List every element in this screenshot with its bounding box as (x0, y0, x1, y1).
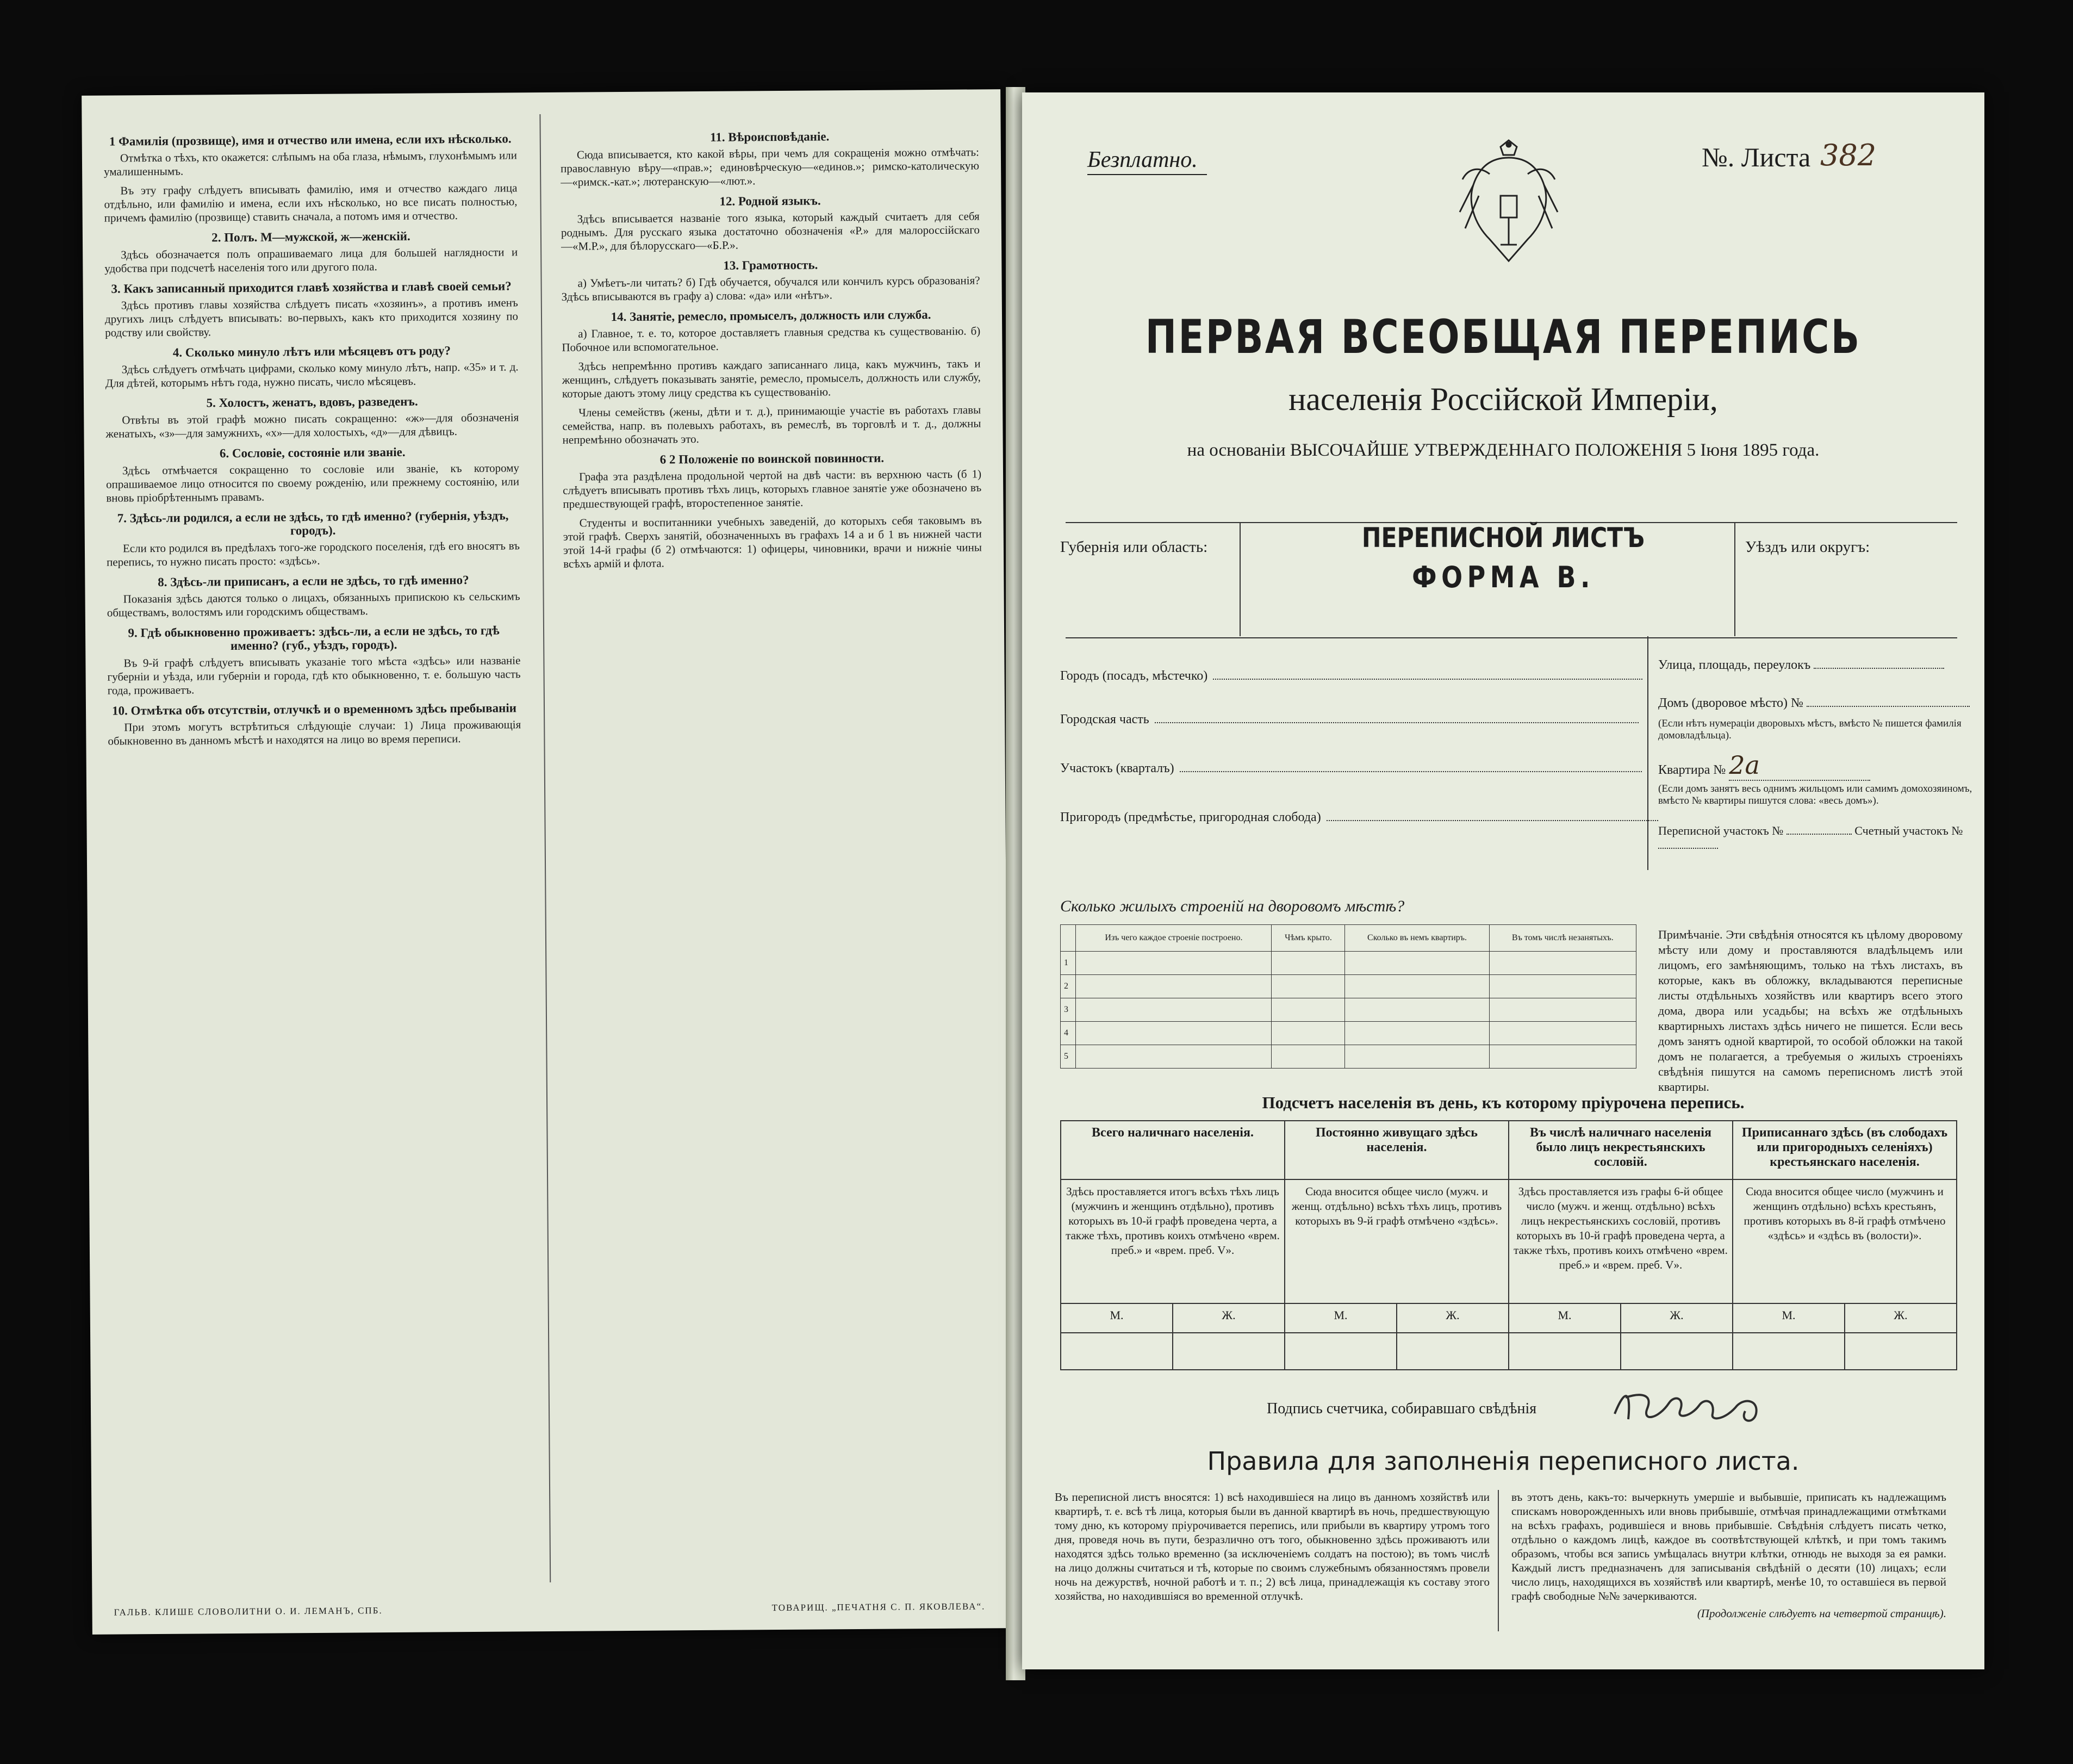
buildings-row (1061, 975, 1636, 998)
rules-column-b (1511, 1490, 1946, 1620)
buildings-cell[interactable] (1076, 975, 1272, 998)
count-district-label: Счетный участокъ № (1854, 824, 1963, 837)
column-b-section-text: а) Главное, т. е. то, которое доставляетъ главныя средства къ существованію. б) Побочное или вспомогательное. (562, 324, 981, 354)
buildings-row (1061, 952, 1636, 975)
buildings-header: Въ томъ числѣ незанятыхъ. (1489, 925, 1636, 952)
right-page (1022, 92, 1984, 1669)
buildings-row-number: 4 (1061, 1022, 1076, 1045)
count-description: Сюда вносится общее число (мужчинъ и женщинъ отдѣльно) всѣхъ крестьянъ, противъ которыхъ въ 8-й графѣ отмѣчено «здѣсь» и «здѣсь въ (волости)». (1733, 1179, 1957, 1303)
column-b-section-text: Здѣсь непремѣнно противъ каждаго записаннаго лица, какъ мужчинъ, такъ и женщинъ, слѣдуетъ показывать занятіе, ремесло, промыселъ, должность или службу, которые даютъ этому лицу средства къ существованію. (562, 357, 981, 400)
count-header: Постоянно живущаго здѣсь населенія. (1285, 1121, 1509, 1179)
count-header: Всего наличнаго населенія. (1061, 1121, 1285, 1179)
column-divider (539, 114, 551, 1582)
column-b-section-text: Здѣсь вписывается названіе того языка, который каждый считаетъ для себя роднымъ. Для русскаго языка достаточно обозначенія «Р.» для малороссійскаго—«М.Р.», для бѣлорусскаго—«Б.Р.». (561, 209, 980, 253)
instructions-column-b (561, 122, 982, 576)
apartment-label: Квартира № (1658, 763, 1726, 777)
buildings-cell[interactable] (1489, 998, 1636, 1022)
column-a-section-heading: 6. Сословіе, состояніе или званіе. (219, 445, 406, 461)
column-a-section-text: Отмѣтка о тѣхъ, кто окажется: слѣпымъ на оба глаза, нѣмымъ, глухонѣмымъ или умалишеннымъ. (104, 148, 518, 178)
column-a-section-text: Отвѣты въ этой графѣ можно писать сокращенно: «ж»—для обозначенія женатыхъ, «з»—для замужнихъ, «х»—для холостыхъ, «д»—для дѣвицъ. (105, 411, 519, 440)
count-female-label: Ж. (1845, 1303, 1957, 1333)
buildings-cell[interactable] (1489, 975, 1636, 998)
street-label: Улица, площадь, переулокъ (1658, 658, 1811, 672)
buildings-cell[interactable] (1345, 952, 1489, 975)
house-note: (Если нѣтъ нумераціи дворовыхъ мѣстъ, вмѣсто № пишется фамилія домовладѣльца). (1658, 718, 1962, 741)
column-b-section-heading: 11. Вѣроисповѣданіе. (709, 129, 830, 144)
continued-note: (Продолженіе слѣдуетъ на четвертой страницѣ). (1697, 1607, 1946, 1620)
column-a-section-text: Здѣсь отмѣчается сокращенно то сословіе или званіе, къ которому опрашиваемое лицо относится по своему рожденію, или прежнему состоянію, или вновь пріобрѣтеннымъ правамъ. (106, 461, 520, 505)
column-a-section-heading: 10. Отмѣтка объ отсутствіи, отлучкѣ и о временномъ здѣсь пребываніи (111, 701, 517, 718)
population-count-heading: Подсчетъ населенія въ день, къ которому пріурочена перепись. (1262, 1093, 1745, 1112)
column-a-section-text: Въ 9-й графѣ слѣдуетъ вписывать указаніе того мѣста «здѣсь» или названіе губерніи и уѣзда, или губерніи и города, гдѣ кто обыкновенно, т. е. большую часть года, проживаетъ. (107, 654, 521, 697)
street-field[interactable] (1814, 668, 1944, 669)
buildings-cell[interactable] (1489, 1022, 1636, 1045)
apartment-row (1658, 750, 1870, 781)
printer-imprint-left: ГАЛЬВ. КЛИШЕ СЛОВОЛИТНИ О. И. ЛЕМАНЪ, СПБ. (114, 1605, 383, 1618)
rules-divider (1498, 1490, 1499, 1631)
count-female-label: Ж. (1397, 1303, 1509, 1333)
column-a-section-heading: 7. Здѣсь-ли родился, а если не здѣсь, то гдѣ именно? (губернія, уѣздъ, городъ). (117, 508, 509, 538)
column-a-section-text: Здѣсь слѣдуетъ отмѣчать цифрами, сколько кому минуло лѣтъ, напр. «35» и т. д. Для дѣтей, которымъ нѣтъ года, нужно писать, число мѣсяцевъ. (105, 360, 519, 390)
form-label: ФОРМА В. (1412, 560, 1595, 594)
buildings-row (1061, 1045, 1636, 1069)
buildings-cell[interactable] (1345, 1022, 1489, 1045)
count-female-value[interactable] (1173, 1333, 1285, 1370)
sheet-number-label: №. Листа (1702, 142, 1811, 172)
count-female-label: Ж. (1621, 1303, 1733, 1333)
instructions-column-a (104, 125, 521, 753)
census-subtitle: населенія Россійской Имперіи, (1288, 381, 1718, 417)
column-b-section-text: Члены семействъ (жены, дѣти и т. д.), принимающіе участіе въ работахъ главы семейства, напр. въ полевыхъ работахъ, въ ремеслѣ, въ торговлѣ и т. д., должны непремѣнно обозначать это. (562, 403, 981, 446)
count-female-label: Ж. (1173, 1303, 1285, 1333)
buildings-question: Сколько жилыхъ строеній на дворовомъ мѣстѣ? (1060, 897, 1405, 915)
district-label: Уѣздъ или округъ: (1745, 538, 1870, 556)
buildings-cell[interactable] (1076, 1022, 1272, 1045)
address-row (1060, 761, 1642, 776)
address-field[interactable] (1327, 820, 1658, 821)
province-label: Губернія или область: (1060, 538, 1208, 556)
address-label: Пригородъ (предмѣстье, пригородная слобода) (1060, 810, 1321, 824)
count-female-value[interactable] (1397, 1333, 1509, 1370)
printer-imprint-right: ТОВАРИЩ. „ПЕЧАТНЯ С. П. ЯКОВЛЕВА“. (771, 1601, 986, 1613)
buildings-cell[interactable] (1272, 1045, 1345, 1069)
buildings-cell[interactable] (1272, 975, 1345, 998)
free-label: Безплатно. (1087, 147, 1198, 172)
buildings-cell[interactable] (1272, 952, 1345, 975)
census-district-field[interactable] (1786, 834, 1852, 835)
signature-label: Подпись счетчика, собиравшаго свѣдѣнія (1267, 1400, 1537, 1417)
address-field[interactable] (1180, 771, 1642, 772)
rules-title: Правила для заполненія переписного листа. (1207, 1446, 1800, 1476)
buildings-header-number (1061, 925, 1076, 952)
rules-column-a: Въ переписной листъ вносятся: 1) всѣ находившіеся на лицо въ данномъ хозяйствѣ или квартирѣ, т. е. всѣ тѣ лица, которыя были въ данной квартирѣ въ ночь, предшествующую тому дню, къ которому пріурочивается перепись, или прибыли въ квартиру утромъ того дня, проведя ночь въ пути, безразлично отъ того, обыкновенно здѣсь проживаютъ или находятся здѣсь только временно (за исключеніемъ солдатъ на постою); въ томъ числѣ на лицо должны считаться и тѣ, которые по своимъ служебнымъ обязанностямъ провели ночь на дежурствѣ, ночной работѣ и т. п.; 2) всѣ лица, принадлежащія къ составу этого хозяйства, но находившіяся во временной отлучкѣ. (1055, 1490, 1490, 1602)
column-b-section-text: а) Умѣетъ-ли читать? б) Гдѣ обучается, обучался или кончилъ курсъ образованія? Здѣсь вписываются въ графу а) слова: «да» или «нѣтъ». (561, 274, 980, 303)
column-a-section-heading: 8. Здѣсь-ли приписанъ, а если не здѣсь, то гдѣ именно? (158, 573, 469, 589)
address-label: Участокъ (кварталъ) (1060, 761, 1174, 775)
sheet-number-value: 382 (1820, 138, 1877, 172)
column-b-section-text: Сюда вписывается, кто какой вѣры, при чемъ для сокращенія можно отмѣчать: православную вѣру—«прав.»; единовѣрческую—«единов.»; римско-католическую—«римск.-кат.»; лютеранскую—«лют.». (561, 145, 980, 189)
house-field[interactable] (1807, 706, 1970, 707)
count-description: Здѣсь проставляется изъ графы 6-й общее число (мужч. и женщ. отдѣльно) всѣхъ лицъ некрестьянскихъ сословій, противъ которыхъ въ 10-й графѣ проведена черта, а также тѣхъ, противъ коихъ отмѣчено «врем. преб.» и «врем. преб. V». (1509, 1179, 1733, 1303)
count-male-label: М. (1509, 1303, 1621, 1333)
address-row (1060, 810, 1658, 825)
free-underline (1087, 174, 1207, 175)
buildings-header: Сколько въ немъ квартиръ. (1345, 925, 1489, 952)
sheet-title: ПЕРЕПИСНОЙ ЛИСТЪ (1361, 522, 1645, 554)
count-district-field[interactable] (1658, 848, 1718, 849)
buildings-cell[interactable] (1489, 952, 1636, 975)
count-female-value[interactable] (1845, 1333, 1957, 1370)
count-male-value[interactable] (1061, 1333, 1173, 1370)
count-male-label: М. (1733, 1303, 1845, 1333)
buildings-row (1061, 998, 1636, 1022)
buildings-cell[interactable] (1345, 975, 1489, 998)
double-headed-eagle-icon (1457, 136, 1560, 272)
district-row (1658, 824, 1984, 852)
count-description: Сюда вносится общее число (мужч. и женщ. отдѣльно) всѣхъ тѣхъ лицъ, противъ которыхъ въ 9-й графѣ отмѣчено «здѣсь». (1285, 1179, 1509, 1303)
address-label: Городъ (посадъ, мѣстечко) (1060, 669, 1208, 683)
count-female-value[interactable] (1621, 1333, 1733, 1370)
buildings-cell[interactable] (1345, 1045, 1489, 1069)
buildings-row-number: 3 (1061, 998, 1076, 1022)
left-page (82, 89, 1011, 1635)
column-a-section-text: Здѣсь обозначается полъ опрашиваемаго лица для большей наглядности и удобства при подсчетѣ населенія того или другого пола. (104, 245, 518, 275)
population-count-table (1060, 1120, 1957, 1370)
count-male-value[interactable] (1509, 1333, 1621, 1370)
count-description: Здѣсь проставляется итогъ всѣхъ тѣхъ лицъ (мужчинъ и женщинъ отдѣльно), противъ которыхъ въ 10-й графѣ проведена черта, а также тѣхъ, противъ коихъ отмѣчено «врем. преб.» и «врем. преб. V». (1061, 1179, 1285, 1303)
street-row (1658, 658, 1944, 673)
count-male-label: М. (1061, 1303, 1173, 1333)
column-a-section-text: При этомъ могутъ встрѣтиться слѣдующіе случаи: 1) Лица проживающія обыкновенно въ данномъ мѣстѣ и находятся на лицо во время переписи. (108, 718, 521, 748)
address-row (1060, 669, 1642, 684)
census-title: ПЕРВАЯ ВСЕОБЩАЯ ПЕРЕПИСЬ (1145, 310, 1862, 364)
legal-basis: на основаніи ВЫСОЧАЙШЕ УТВЕРЖДЕННАГО ПОЛОЖЕНІЯ 5 Іюня 1895 года. (1187, 440, 1820, 460)
column-a-section-heading: 2. Полъ. М—мужской, ж—женскій. (211, 229, 410, 245)
column-a-section-heading: 1 Фамилія (прозвище), имя и отчество или имена, если ихъ нѣсколько. (109, 132, 512, 148)
column-b-section-heading: 6 2 Положеніе по воинской повинности. (659, 451, 885, 467)
column-b-section-heading: 13. Грамотность. (723, 258, 818, 272)
buildings-cell[interactable] (1345, 998, 1489, 1022)
buildings-header: Изъ чего каждое строеніе построено. (1076, 925, 1272, 952)
census-district-label: Переписной участокъ № (1658, 824, 1784, 837)
column-b-section-text: Студенты и воспитанники учебныхъ заведеній, до которыхъ себя таковымъ въ этой графѣ. Сверхъ занятій, обозначенныхъ въ графахъ 14 а и б 1 въ нижней части этой 14-й графы (б 2) отмѣчаются: 1) офицеры, чиновники, врачи и нижніе чины всѣхъ армій и флота. (563, 513, 982, 570)
count-male-label: М. (1285, 1303, 1397, 1333)
buildings-row-number: 2 (1061, 975, 1076, 998)
buildings-cell[interactable] (1076, 1045, 1272, 1069)
rules-column-b-text: въ этотъ день, какъ-то: вычеркнуть умершіе и выбывшіе, приписать къ надлежащимъ спискамъ новорожденныхъ или вновь прибывшіе, отмѣчая принадлежащими отмѣтками на всѣхъ графахъ, родившіеся и вновь прибывшіе. Свѣдѣнія слѣдуетъ писать четко, отдѣльно о каждомъ лицѣ, каждое въ соотвѣтствующей клѣткѣ, и при томъ такимъ образомъ, чтобы вся запись умѣщалась внутри клѣтки, отнюдь не выходя за ея рамки. Каждый листъ предназначенъ для записыванія свѣдѣній о десяти (10) лицахъ; если число лицъ, находящихся въ хозяйствѣ или квартирѣ, менѣе 10, то оставшіеся въ первой графѣ свободные №№ зачеркиваются. (1511, 1490, 1946, 1602)
column-a-section-heading: 4. Сколько минуло лѣтъ или мѣсяцевъ отъ роду? (172, 344, 451, 359)
address-field[interactable] (1213, 679, 1642, 680)
house-row (1658, 696, 1970, 711)
buildings-cell[interactable] (1076, 998, 1272, 1022)
buildings-cell[interactable] (1272, 1022, 1345, 1045)
enumerator-signature (1609, 1381, 1772, 1430)
address-label: Городская часть (1060, 712, 1149, 726)
apartment-field[interactable]: 2а (1729, 750, 1870, 781)
column-a-section-text: Показанія здѣсь даются только о лицахъ, обязанныхъ припискою къ сельскимъ обществамъ, волостямъ или городскимъ обществамъ. (107, 589, 520, 619)
buildings-header: Чѣмъ крыто. (1272, 925, 1345, 952)
buildings-row (1061, 1022, 1636, 1045)
apartment-note: (Если домъ занятъ весь однимъ жильцомъ или самимъ домохозяиномъ, вмѣсто № квартиры пишутся слова: «весь домъ»). (1658, 783, 1972, 806)
address-divider (1647, 636, 1648, 870)
column-b-section-heading: 12. Родной языкъ. (719, 194, 821, 208)
buildings-table (1060, 924, 1636, 1069)
house-label: Домъ (дворовое мѣсто) № (1658, 696, 1803, 710)
buildings-row-number: 5 (1061, 1045, 1076, 1069)
buildings-cell[interactable] (1076, 952, 1272, 975)
address-field[interactable] (1155, 722, 1639, 723)
column-a-section-heading: 5. Холостъ, женатъ, вдовъ, разведенъ. (206, 394, 418, 410)
count-header: Въ числѣ наличнаго населенія было лицъ некрестьянскихъ сословій. (1509, 1121, 1733, 1179)
column-b-section-heading: 14. Занятіе, ремесло, промыселъ, должность или служба. (611, 308, 931, 324)
column-a-section-text: Здѣсь противъ главы хозяйства слѣдуетъ писать «хозяинъ», а противъ именъ другихъ лицъ слѣдуетъ вписывать: во-первыхъ, какъ кто приходится хозяину по родству или свойству. (104, 296, 519, 339)
address-row (1060, 712, 1639, 727)
count-male-value[interactable] (1285, 1333, 1397, 1370)
column-a-section-heading: 9. Гдѣ обыкновенно проживаетъ: здѣсь-ли, а если не здѣсь, то гдѣ именно? (губ., уѣздъ, городъ). (128, 623, 500, 653)
column-a-section-heading: 3. Какъ записанный приходится главѣ хозяйства и главѣ своей семьи? (111, 279, 512, 296)
count-header: Приписаннаго здѣсь (въ слободахъ или пригородныхъ селеніяхъ) крестьянскаго населенія. (1733, 1121, 1957, 1179)
column-b-section-text: Графа эта раздѣлена продольной чертой на двѣ части: въ верхнюю часть (б 1) слѣдуетъ вписывать противъ тѣхъ лицъ, которыхъ главное занятіе уже обозначено въ предшествующей графѣ, второстепенное занятіе. (563, 467, 982, 511)
buildings-row-number: 1 (1061, 952, 1076, 975)
column-a-section-text: Въ эту графу слѣдуетъ вписывать фамилію, имя и отчество каждаго лица отдѣльно, или фамилію и имена, если ихъ нѣсколько, но все писать полностью, причемъ фамилію (прозвище) ставить сначала, а потомъ имя и отчество. (104, 181, 518, 225)
column-a-section-text: Если кто родился въ предѣлахъ того-же городского поселенія, гдѣ его вносятъ въ перепись, то нужно писать просто: «здѣсь». (107, 539, 520, 569)
buildings-cell[interactable] (1489, 1045, 1636, 1069)
count-male-value[interactable] (1733, 1333, 1845, 1370)
buildings-cell[interactable] (1272, 998, 1345, 1022)
buildings-note: Примѣчаніе. Эти свѣдѣнія относятся къ цѣлому дворовому мѣсту или дому и проставляются владѣльцемъ или лицомъ, его замѣняющимъ, только на тѣхъ листахъ, въ которые, какъ въ обложку, вкладываются переписные листы отдѣльныхъ хозяйствъ или квартиръ всего этого дома, двора или усадьбы; на всѣхъ же отдѣльныхъ квартирныхъ листахъ здѣсь ничего не пишется. Если весь домъ занятъ одной квартирой, то особой обложки на такой домъ не полагается, а требуемыя о жилыхъ строеніяхъ свѣдѣнія пишутся на самомъ переписномъ листѣ этой квартиры. (1658, 928, 1963, 1094)
